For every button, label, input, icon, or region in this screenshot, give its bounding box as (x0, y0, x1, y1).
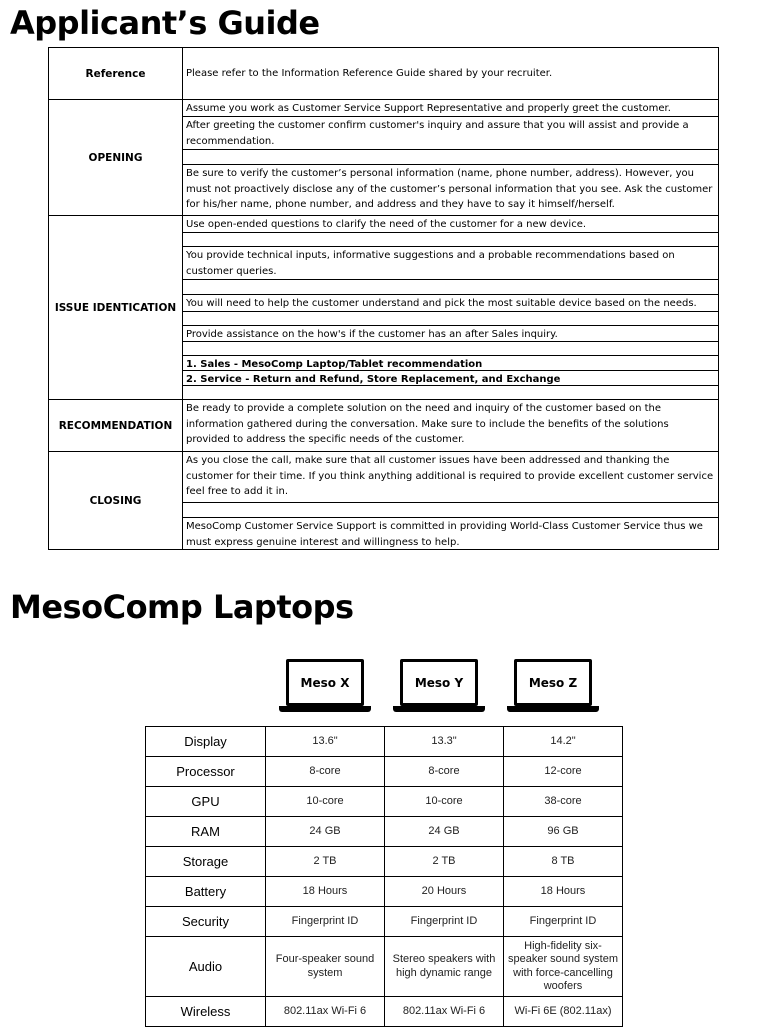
spec-row-security (146, 907, 623, 937)
section-label: RECOMMENDATION (49, 400, 183, 451)
spec-value: Stereo speakers with high dynamic range (385, 937, 504, 997)
section-label: CLOSING (49, 452, 183, 549)
spec-label: Battery (146, 877, 266, 907)
laptop-base (393, 706, 485, 712)
guide-row (183, 312, 718, 326)
spec-value: Four-speaker sound system (266, 937, 385, 997)
spec-value: 2 TB (385, 847, 504, 877)
guide-row: Provide assistance on the how's if the customer has an after Sales inquiry. (183, 326, 718, 342)
spec-value: 24 GB (385, 817, 504, 847)
spec-label: Display (146, 727, 266, 757)
spec-row-audio (146, 937, 623, 997)
section-reference (49, 48, 718, 99)
guide-row (183, 342, 718, 356)
spec-value: 38-core (504, 787, 623, 817)
guide-row: You provide technical inputs, informative suggestions and a probable recommendations based on customer queries. (183, 247, 718, 280)
section-issue-identification (49, 215, 718, 399)
guide-row: After greeting the customer confirm customer's inquiry and assure that you will assist and provide a recommendation. (183, 117, 718, 150)
spec-row-ram (146, 817, 623, 847)
guide-row (183, 233, 718, 247)
guide-row: 2. Service - Return and Refund, Store Replacement, and Exchange (183, 371, 718, 386)
laptop-icon-meso-z (507, 659, 599, 713)
spec-row-gpu (146, 787, 623, 817)
spec-value: 8-core (385, 757, 504, 787)
spec-value: 96 GB (504, 817, 623, 847)
guide-row (183, 503, 718, 518)
guide-row: MesoComp Customer Service Support is committed in providing World-Class Customer Service thus we must express genuine interest and willingness to help. (186, 521, 703, 548)
spec-value: 14.2" (504, 727, 623, 757)
guide-row (183, 386, 718, 400)
spec-value: 802.11ax Wi-Fi 6 (385, 997, 504, 1027)
spec-value: 2 TB (266, 847, 385, 877)
spec-row-storage (146, 847, 623, 877)
guide-row: Be sure to verify the customer’s personal information (name, phone number, address). However, you must not proactively disclose any of the customer’s personal information that you see. Ask the customer for his/her name, phone number, and address and they have to say it himself/herself. (186, 168, 713, 210)
laptop-base (279, 706, 371, 712)
guide-row: Please refer to the Information Reference Guide shared by your recruiter. (186, 68, 553, 80)
spec-value: 10-core (266, 787, 385, 817)
spec-value: 8 TB (504, 847, 623, 877)
laptops-title: MesoComp Laptops (10, 588, 354, 626)
section-label: Reference (49, 48, 183, 99)
laptop-icon-meso-y (393, 659, 485, 713)
section-recommendation (49, 399, 718, 451)
spec-label: RAM (146, 817, 266, 847)
spec-row-processor (146, 757, 623, 787)
spec-value: 802.11ax Wi-Fi 6 (266, 997, 385, 1027)
spec-value: Fingerprint ID (504, 907, 623, 937)
guide-row: Be ready to provide a complete solution on the need and inquiry of the customer based on the information gathered during the conversation. Make sure to include the benefits of the solutions provided to address the specific needs of the customer. (186, 403, 669, 445)
guide-row: As you close the call, make sure that all customer issues have been addressed and thanking the customer for their time. If you think anything additional is required to provide excellent customer service feel free to add it in. (183, 452, 718, 503)
spec-row-wireless (146, 997, 623, 1027)
spec-label: Storage (146, 847, 266, 877)
section-label: OPENING (49, 100, 183, 215)
guide-row: Use open-ended questions to clarify the need of the customer for a new device. (183, 216, 718, 233)
spec-label: Security (146, 907, 266, 937)
applicant-guide-table (48, 47, 719, 550)
laptop-specs-table (145, 726, 623, 1027)
section-opening (49, 99, 718, 215)
guide-row (183, 280, 718, 295)
spec-value: Fingerprint ID (385, 907, 504, 937)
spec-value: 10-core (385, 787, 504, 817)
spec-label: Processor (146, 757, 266, 787)
guide-row: 1. Sales - MesoComp Laptop/Tablet recommendation (183, 356, 718, 371)
spec-value: Fingerprint ID (266, 907, 385, 937)
spec-value: 13.6" (266, 727, 385, 757)
laptop-icon-meso-x (279, 659, 371, 713)
spec-value: 13.3" (385, 727, 504, 757)
section-closing (49, 451, 718, 549)
spec-label: Audio (146, 937, 266, 997)
section-label: ISSUE IDENTICATION (49, 216, 183, 399)
spec-value: Wi-Fi 6E (802.11ax) (504, 997, 623, 1027)
laptop-model-label: Meso Y (400, 659, 478, 706)
spec-value: 8-core (266, 757, 385, 787)
spec-value: 18 Hours (266, 877, 385, 907)
spec-value: 24 GB (266, 817, 385, 847)
spec-label: Wireless (146, 997, 266, 1027)
spec-label: GPU (146, 787, 266, 817)
guide-row (183, 150, 718, 165)
laptop-model-label: Meso X (286, 659, 364, 706)
spec-value: 12-core (504, 757, 623, 787)
spec-value: High-fidelity six-speaker sound system with force-cancelling woofers (504, 937, 623, 997)
spec-value: 18 Hours (504, 877, 623, 907)
guide-row: You will need to help the customer understand and pick the most suitable device based on the needs. (183, 295, 718, 312)
guide-title: Applicant’s Guide (10, 4, 320, 42)
spec-value: 20 Hours (385, 877, 504, 907)
laptop-model-label: Meso Z (514, 659, 592, 706)
spec-row-battery (146, 877, 623, 907)
spec-row-display (146, 727, 623, 757)
laptop-base (507, 706, 599, 712)
guide-row: Assume you work as Customer Service Support Representative and properly greet the customer. (183, 100, 718, 117)
